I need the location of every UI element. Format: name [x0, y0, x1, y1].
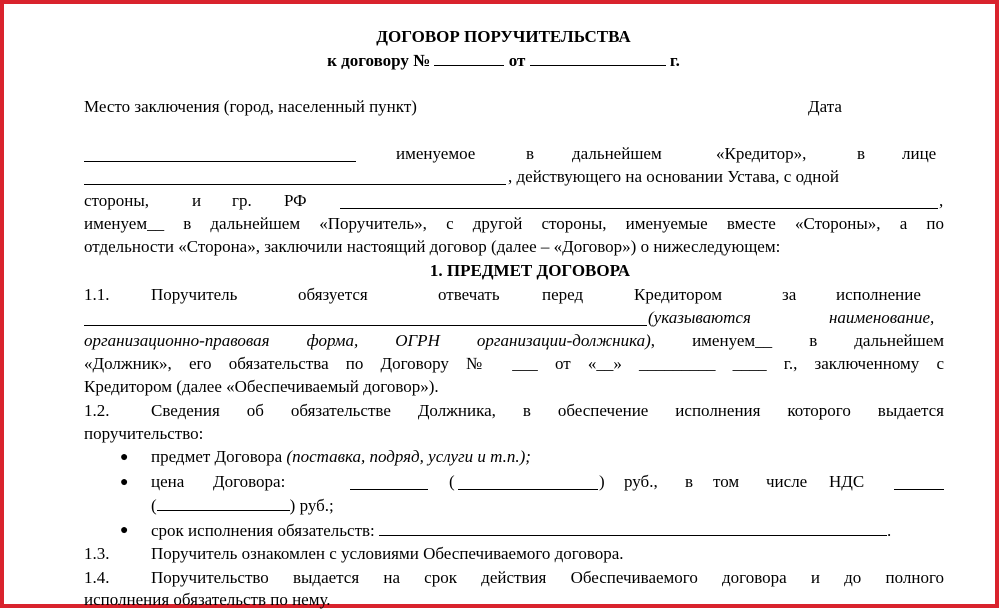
- clause-1-2-text: Сведения об обязательстве Должника, в обеспечение исполнения которого выдается: [151, 401, 944, 420]
- word-creditor: «Кредитор»,: [716, 144, 807, 163]
- bullet-item-term: [151, 519, 891, 542]
- word-in-2: в: [857, 144, 866, 163]
- bullet-item-price-line-2: [151, 494, 334, 517]
- debtor-name-blank: [84, 309, 647, 326]
- comma: ,: [939, 191, 944, 210]
- section-1-title: 1. ПРЕДМЕТ ДОГОВОРА: [429, 261, 631, 280]
- italic-note-c: организационно-правовая форма, ОГРН организации-должника): [84, 331, 651, 350]
- clause-1-3-text: Поручитель ознакомлен с условиями Обеспечиваемого договора.: [151, 544, 624, 563]
- bullet-item-subject: [151, 446, 531, 468]
- preamble-line-5: отдельности «Сторона», заключили настоящий договор (далее – «Договор») о нижеследующем:: [84, 237, 781, 256]
- contract-number-blank: [434, 49, 504, 66]
- preamble-line-4: именуем__ в дальнейшем «Поручитель», с другой стороны, именуемые вместе «Стороны», а по: [84, 214, 944, 233]
- clause-1-1-line-4: «Должник», его обязательства по Договору № ___ от «__» _________ ____ г., заключенному с: [84, 354, 944, 373]
- word-person: лице: [902, 144, 937, 163]
- clause-1-4-text: Поручительство выдается на срок действия Обеспечиваемого договора и до полного: [151, 568, 944, 587]
- word: НДС: [829, 472, 865, 491]
- italic-note-a: (указываются: [648, 308, 751, 327]
- clause-1-2-number: 1.2.: [84, 401, 110, 420]
- word: отвечать: [438, 285, 500, 304]
- word-rf: РФ: [284, 191, 307, 210]
- word: за: [782, 285, 797, 304]
- document-title: ДОГОВОР ПОРУЧИТЕЛЬСТВА: [376, 27, 631, 46]
- word-further: дальнейшем: [572, 144, 662, 163]
- word-and: и: [192, 191, 202, 210]
- word: Договора:: [213, 472, 286, 491]
- word: том: [713, 472, 740, 491]
- clause-1-4-line-2: исполнения обязательств по нему.: [84, 590, 331, 609]
- vat-blank: [894, 473, 944, 490]
- word: числе: [766, 472, 808, 491]
- subtitle-suffix: г.: [669, 51, 680, 70]
- word-named: именуемое: [396, 144, 476, 163]
- preamble-line-2-text: , действующего на основании Устава, с одной: [508, 167, 839, 186]
- bullet-italic: (поставка, подряд, услуги и т.п.);: [286, 447, 531, 466]
- word-in: в: [526, 144, 535, 163]
- italic-note-b: наименование,: [829, 308, 935, 327]
- clause-1-1-line-5: Кредитором (далее «Обеспечиваемый договор»).: [84, 377, 439, 396]
- price-words-blank: [458, 473, 598, 490]
- clause-1-4-number: 1.4.: [84, 568, 110, 587]
- subtitle-middle: от: [508, 51, 526, 70]
- clause-1-2-line-2: поручительство:: [84, 424, 204, 443]
- creditor-name-blank: [84, 145, 356, 162]
- word: в: [685, 472, 694, 491]
- clause-1-1-line-3: [84, 330, 944, 352]
- word: Кредитором: [634, 285, 723, 304]
- price-blank: [350, 473, 428, 490]
- date-label: Дата: [808, 97, 842, 116]
- bullet-dot: ●: [120, 475, 129, 490]
- vat-words-blank: [157, 494, 290, 511]
- bullet-dot: ●: [120, 523, 129, 538]
- representative-blank: [84, 168, 506, 185]
- subtitle-prefix: к договору №: [327, 51, 431, 70]
- word-sides: стороны,: [84, 191, 150, 210]
- paren-open: (: [449, 472, 455, 491]
- bullet-text: срок исполнения обязательств:: [151, 521, 375, 540]
- paren-close: ): [599, 472, 605, 491]
- clause-1-1-number: 1.1.: [84, 285, 110, 304]
- word: перед: [542, 285, 584, 304]
- word: обязуется: [298, 285, 368, 304]
- bullet-dot: ●: [120, 450, 129, 465]
- clause-1-1-line-3-rest: , именуем__ в дальнейшем: [650, 331, 944, 350]
- guarantor-name-blank: [340, 192, 938, 209]
- term-blank: [379, 519, 887, 536]
- word: Поручитель: [151, 285, 238, 304]
- word-citizen: гр.: [232, 191, 252, 210]
- word: цена: [151, 472, 185, 491]
- bullet-text: предмет Договора: [151, 447, 283, 466]
- clause-1-3-number: 1.3.: [84, 544, 110, 563]
- vat-suffix: ) руб.;: [289, 496, 334, 515]
- place-label: Место заключения (город, населенный пункт): [84, 97, 417, 116]
- contract-date-blank: [530, 49, 666, 66]
- document-subtitle: [4, 49, 999, 72]
- word: руб.,: [624, 472, 658, 491]
- paren-open: (: [151, 496, 157, 515]
- word: исполнение: [836, 285, 921, 304]
- period: .: [887, 521, 892, 540]
